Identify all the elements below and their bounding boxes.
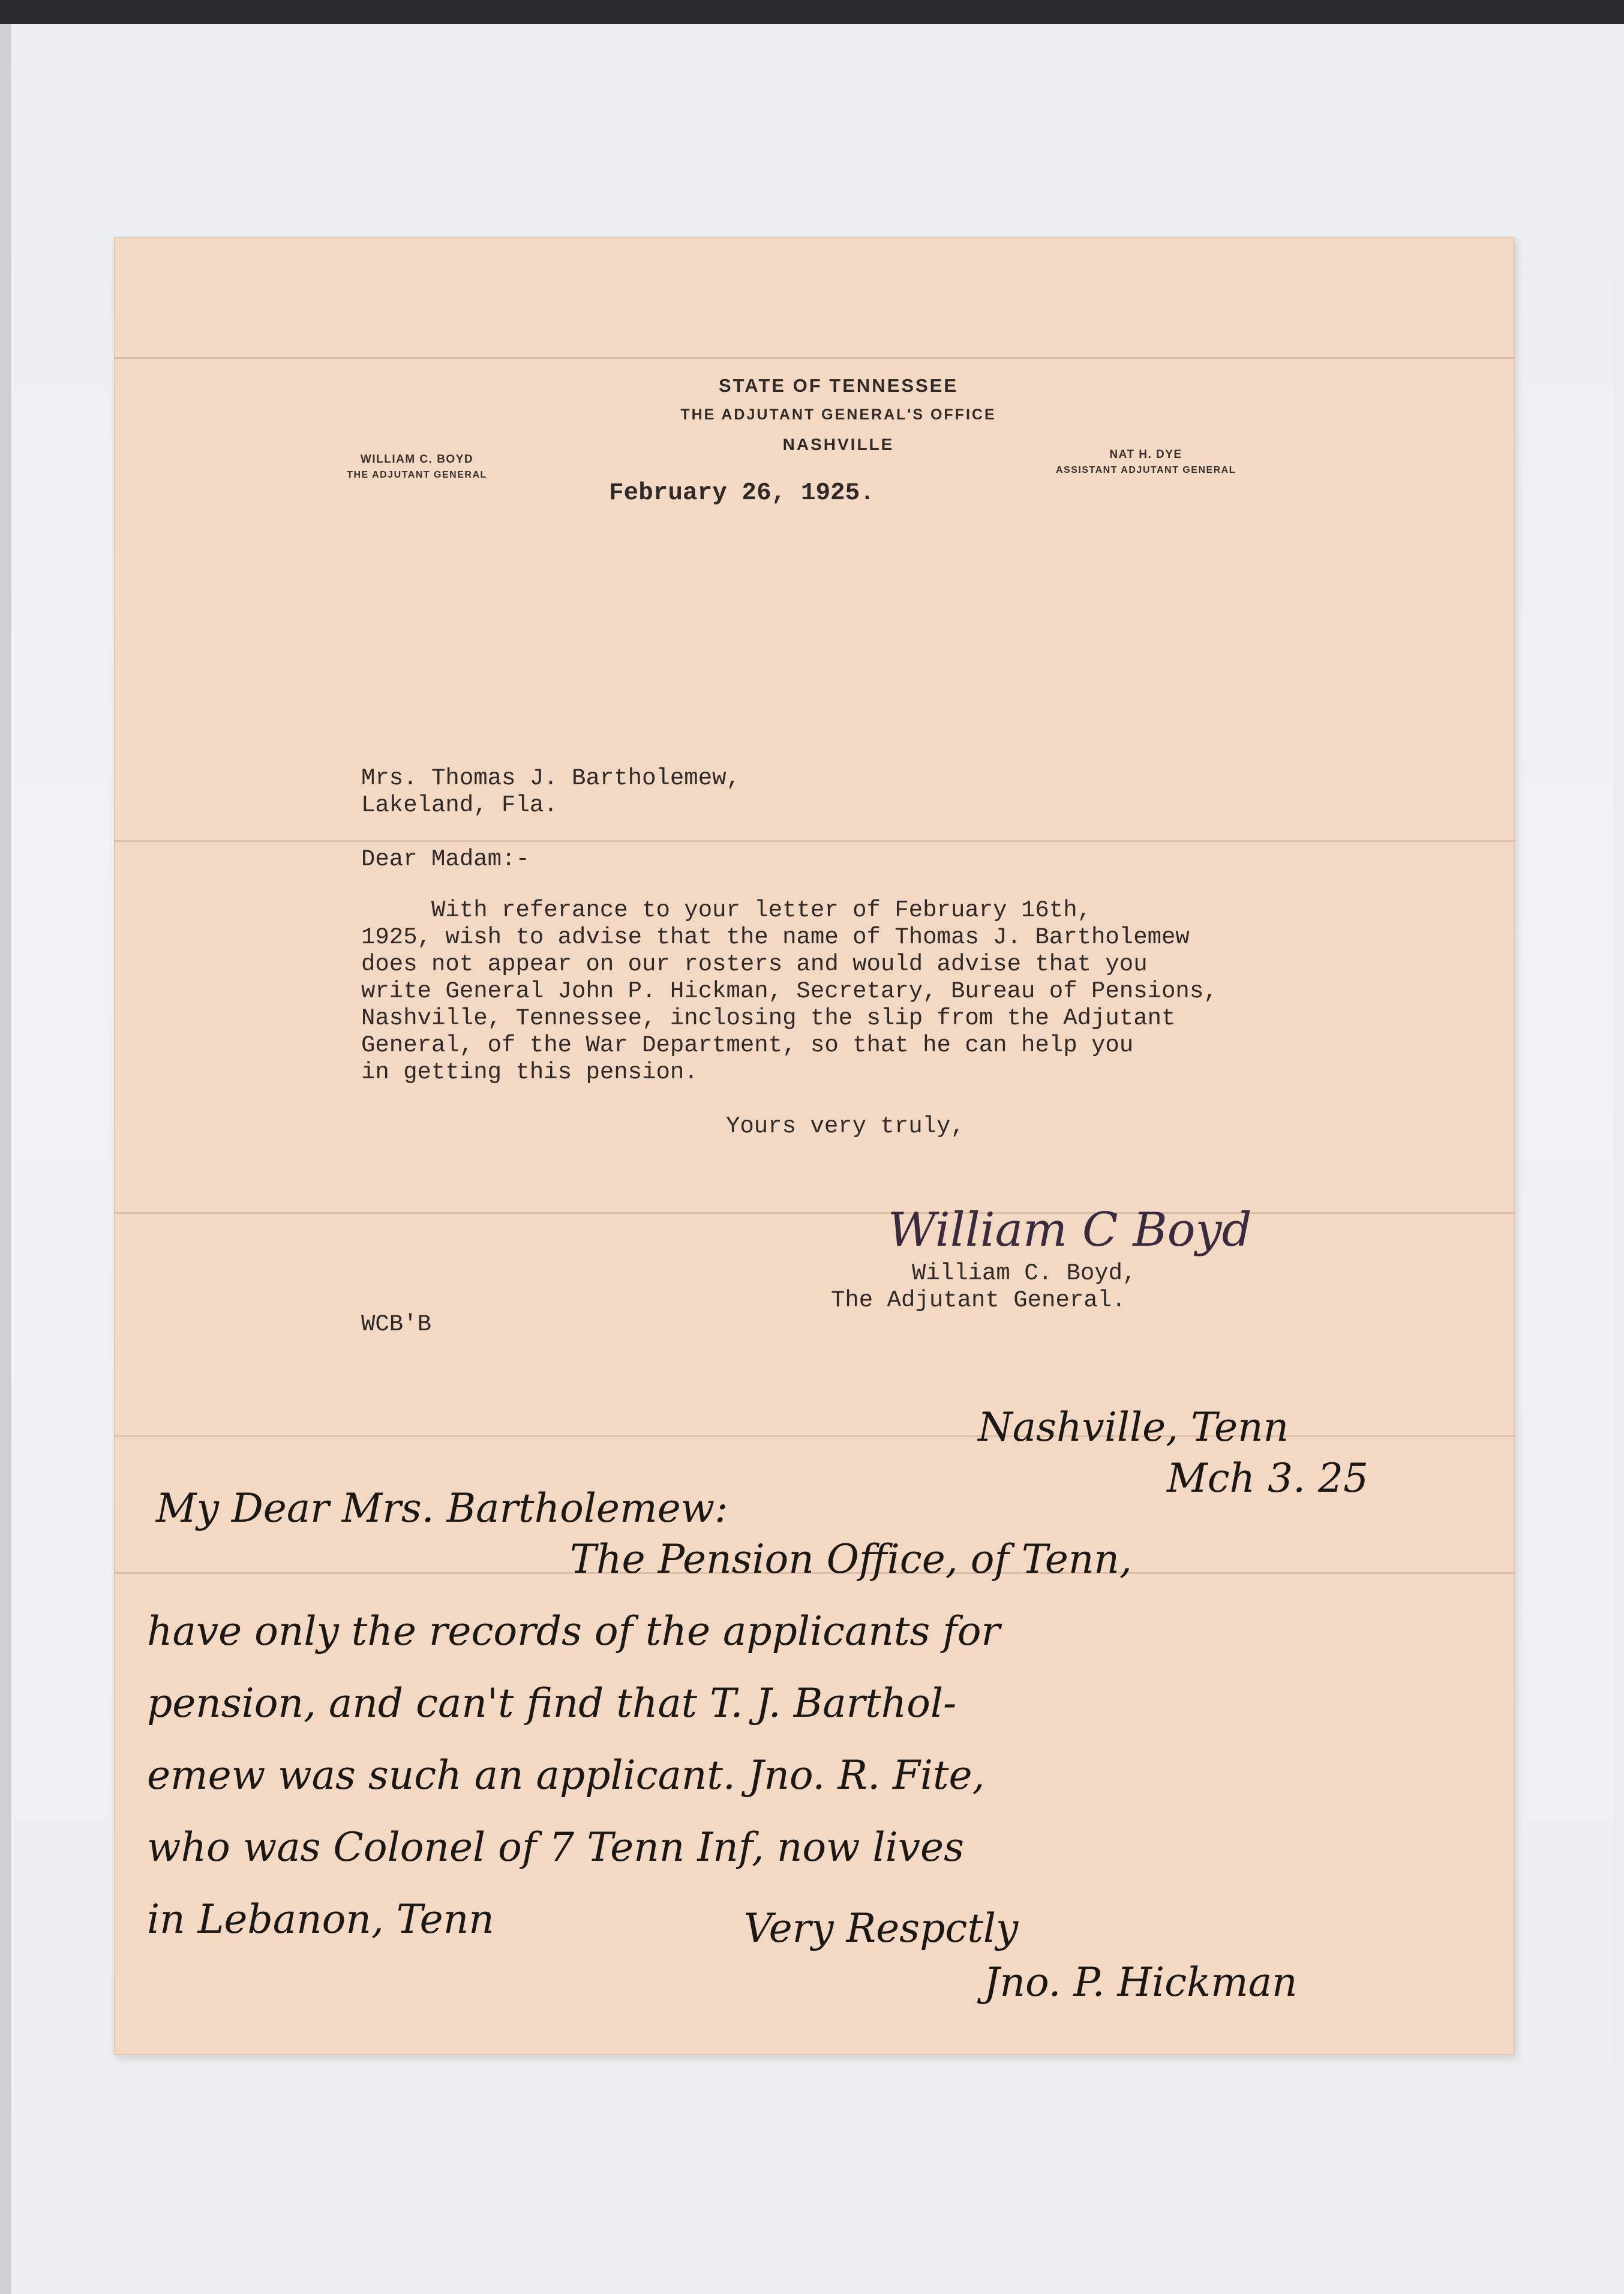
letterhead-right-name: NAT H. DYE xyxy=(1109,448,1182,461)
signer-title: The Adjutant General. xyxy=(831,1287,1126,1314)
handwritten-salutation: My Dear Mrs. Bartholemew: xyxy=(156,1485,728,1531)
letterhead-left-block xyxy=(318,453,516,481)
letterhead-office: THE ADJUTANT GENERAL'S OFFICE xyxy=(680,406,996,423)
handwritten-line: who was Colonel of 7 Tenn Inf, now lives xyxy=(147,1824,964,1870)
handwritten-line: The Pension Office, of Tenn, xyxy=(570,1536,1132,1582)
letter-closing: Yours very truly, xyxy=(726,1113,965,1139)
letterhead-left-name: WILLIAM C. BOYD xyxy=(360,453,474,466)
paper-fold-line xyxy=(114,1212,1515,1214)
handwritten-line: in Lebanon, Tenn xyxy=(147,1896,494,1942)
scanner-left-edge xyxy=(0,24,11,2294)
letter-body-line: Nashville, Tennessee, inclosing the slip from the Adjutant xyxy=(361,1005,1176,1031)
letter-body-line: write General John P. Hickman, Secretary, Bureau of Pensions, xyxy=(361,978,1218,1004)
paper-fold-line xyxy=(114,1435,1515,1437)
letter-body-line: General, of the War Department, so that he can help you xyxy=(361,1032,1134,1058)
letter-body-line: does not appear on our rosters and would advise that you xyxy=(361,951,1148,977)
letterhead-right-title: ASSISTANT ADJUTANT GENERAL xyxy=(1055,465,1236,475)
letterhead-left-title: THE ADJUTANT GENERAL xyxy=(347,470,487,480)
letter-salutation: Dear Madam:- xyxy=(361,846,530,872)
recipient-name: Mrs. Thomas J. Bartholemew, xyxy=(361,765,740,791)
letter-body-line: With referance to your letter of February 16th, xyxy=(361,897,1091,923)
paper-fold-line xyxy=(114,840,1515,842)
letter-paper xyxy=(114,237,1515,2055)
scanner-top-band xyxy=(0,0,1624,24)
signer-name: William C. Boyd, xyxy=(912,1260,1137,1287)
letterhead-state: STATE OF TENNESSEE xyxy=(718,375,959,396)
handwritten-line: pension, and can't find that T. J. Barthol- xyxy=(147,1680,957,1726)
handwritten-place: Nashville, Tenn xyxy=(978,1404,1289,1450)
handwritten-line: emew was such an applicant. Jno. R. Fite, xyxy=(147,1752,985,1798)
hickman-signature: Jno. P. Hickman xyxy=(984,1959,1298,2005)
handwritten-line: have only the records of the applicants for xyxy=(147,1608,1000,1654)
letter-body xyxy=(361,897,1218,1086)
handwritten-date: Mch 3. 25 xyxy=(1167,1455,1368,1501)
letterhead-city: NASHVILLE xyxy=(782,435,894,454)
typist-initials: WCB'B xyxy=(361,1311,432,1338)
letter-date: February 26, 1925. xyxy=(609,479,875,507)
letter-body-line: in getting this pension. xyxy=(361,1059,698,1085)
handwritten-closing: Very Respctly xyxy=(744,1905,1019,1951)
letter-body-line: 1925, wish to advise that the name of Thomas J. Bartholemew xyxy=(361,924,1190,950)
recipient-city: Lakeland, Fla. xyxy=(361,792,558,818)
letterhead-right-block xyxy=(1014,448,1278,476)
paper-fold-line xyxy=(114,357,1515,359)
boyd-signature: William C Boyd xyxy=(888,1203,1252,1257)
